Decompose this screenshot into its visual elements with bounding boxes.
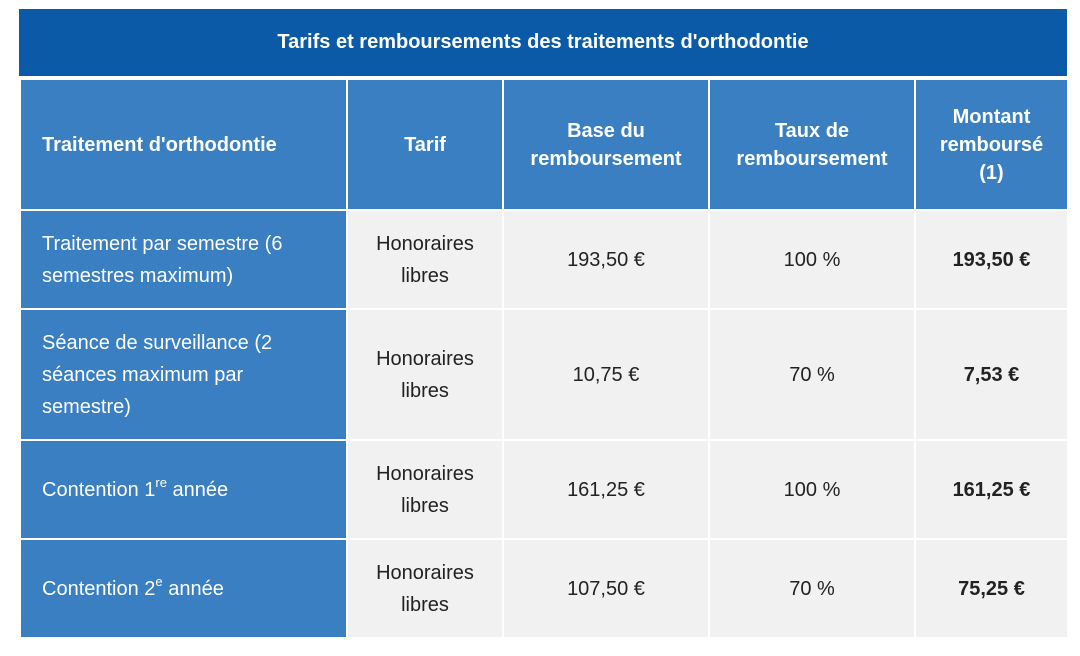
row-label-text: Séance de surveillance (2 séances maximum par semestre) [42,331,273,418]
row-base: 161,25 € [503,440,709,539]
tariffs-table [19,78,1069,639]
row-label-superscript: re [155,474,167,490]
row-tarif [347,210,503,309]
table-row [20,539,1068,638]
row-taux: 100 % [709,440,915,539]
header-treatment [20,79,347,210]
row-tarif-line1: Honoraires [376,347,474,370]
row-label-suffix: année [162,577,224,600]
table-row [20,440,1068,539]
row-tarif-line2: libres [401,264,449,287]
row-tarif-line1: Honoraires [376,561,474,584]
row-base: 193,50 € [503,210,709,309]
row-montant: 161,25 € [915,440,1068,539]
row-montant: 7,53 € [915,309,1068,440]
header-montant-line3: (1) [979,161,1004,184]
row-label-text: Traitement par semestre (6 semestres maximum) [42,232,283,287]
row-tarif-line1: Honoraires [376,462,474,485]
header-base-line2: remboursement [530,147,682,170]
header-base-line1: Base du [567,119,645,142]
row-tarif-line2: libres [401,494,449,517]
row-base: 10,75 € [503,309,709,440]
row-label-suffix: année [166,478,229,501]
header-taux [709,79,915,210]
row-tarif [347,539,503,638]
row-tarif-line1: Honoraires [376,232,474,255]
header-taux-line2: remboursement [736,147,888,170]
header-montant [915,79,1068,210]
table-row [20,210,1068,309]
row-label-superscript: e [155,573,163,589]
header-tarif [347,79,503,210]
table-title [19,9,1067,78]
header-tarif-label: Tarif [404,133,446,156]
row-taux: 70 % [709,309,915,440]
header-row [20,79,1068,210]
row-montant: 193,50 € [915,210,1068,309]
row-tarif [347,309,503,440]
header-montant-line2: remboursé [939,133,1044,156]
row-label-prefix: Contention 2 [42,577,156,600]
row-tarif-line2: libres [401,379,449,402]
table-title-text: Tarifs et remboursements des traitements d'orthodontie [277,31,809,53]
row-label-prefix: Contention 1 [42,478,156,501]
header-montant-line1: Montant [952,105,1031,128]
row-montant: 75,25 € [915,539,1068,638]
header-base [503,79,709,210]
table-header [20,79,1068,210]
row-base: 107,50 € [503,539,709,638]
table-row [20,309,1068,440]
header-treatment-label: Traitement d'orthodontie [42,133,277,156]
row-tarif-line2: libres [401,593,449,616]
orthodontics-table-container [19,9,1067,639]
row-treatment-label [20,309,347,440]
row-taux: 70 % [709,539,915,638]
row-taux: 100 % [709,210,915,309]
row-treatment-label [20,539,347,638]
table-body [20,210,1068,638]
row-treatment-label [20,210,347,309]
header-taux-line1: Taux de [774,119,850,142]
row-treatment-label [20,440,347,539]
row-tarif [347,440,503,539]
